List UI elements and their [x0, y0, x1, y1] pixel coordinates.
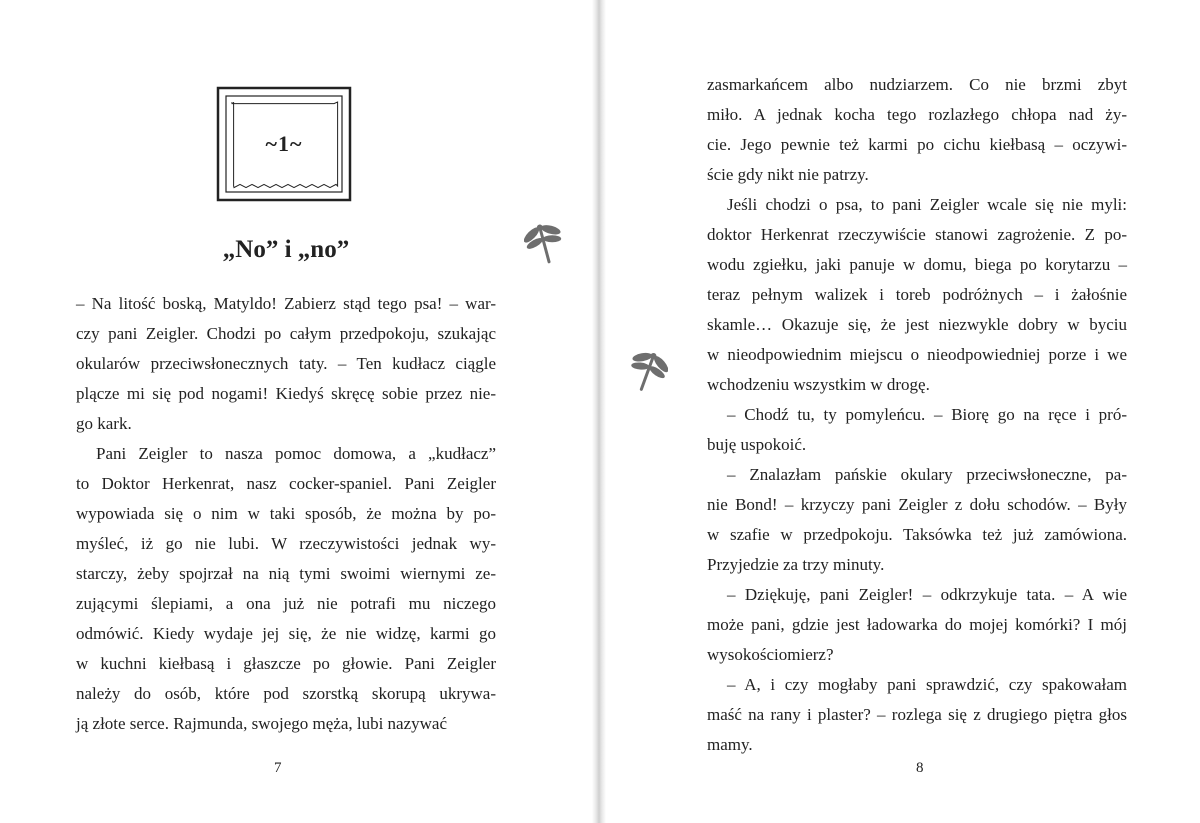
book-gutter — [592, 0, 606, 823]
chapter-number: ~1~ — [265, 131, 303, 156]
text-line: zasmarkańcem albo nudziarzem. Co nie brzmi zbyt — [707, 75, 1127, 94]
text-line: plącze mi się pod nogami! Kiedyś skręcę sobie przez nie- — [76, 384, 496, 403]
text-line: ście gdy nikt nie patrzy. — [707, 165, 869, 184]
text-line: go kark. — [76, 414, 132, 433]
text-line: ją złote serce. Rajmunda, swojego męża, lubi nazywać — [76, 714, 448, 733]
text-line: maść na rany i plaster? – rozlega się z drugiego piętra głos — [707, 705, 1127, 724]
text-line: miło. A jednak kocha tego rozlazłego chłopa nad ży- — [707, 105, 1127, 124]
text-line: – Dziękuję, pani Zeigler! – odkrzykuje tata. – A wie — [727, 585, 1127, 604]
text-line: okularów przeciwsłonecznych taty. – Ten kudłacz ciągle — [76, 354, 496, 373]
text-line: teraz pełnym walizek i toreb podróżnych – i żałośnie — [707, 285, 1127, 304]
text-line: czy pani Zeigler. Chodzi po całym przedpokoju, szukając — [76, 324, 496, 343]
text-line: – A, i czy mogłaby pani sprawdzić, czy spakowałam — [727, 675, 1127, 694]
text-line: skamle… Okazuje się, że jest niezwykle dobry w byciu — [707, 315, 1127, 334]
text-line: może pani, gdzie jest ładowarka do mojej komórki? I mój — [707, 615, 1127, 634]
text-line: w nieodpowiednim miejscu o nieodpowiedniej porze i we — [707, 345, 1127, 364]
text-line: nie Bond! – krzyczy pani Zeigler z dołu schodów. – Były — [707, 495, 1127, 514]
text-line: doktor Herkenrat rzeczywiście stanowi zagrożenie. Z po- — [707, 225, 1127, 244]
text-line: Pani Zeigler to nasza pomoc domowa, a „kudłacz” — [96, 444, 496, 463]
right-page-text — [707, 70, 1127, 760]
text-line: zującymi ślepiami, a ona już nie potrafi mu niczego — [76, 594, 496, 613]
text-line: buję uspokoić. — [707, 435, 807, 454]
left-page-text — [76, 289, 496, 739]
text-line: – Chodź tu, ty pomyleńcu. – Biorę go na ręce i pró- — [727, 405, 1127, 424]
text-line: wypowiada się o nim w taki sposób, że można by po- — [76, 504, 496, 523]
dragonfly-icon — [524, 218, 564, 268]
text-line: cie. Jego pewnie też karmi po cichu kiełbasą – oczywi- — [707, 135, 1127, 154]
text-line: mamy. — [707, 735, 753, 754]
text-line: w szafie w przedpokoju. Taksówka też już zamówiona. — [707, 525, 1127, 544]
text-line: odmówić. Kiedy wydaje jej się, że nie widzę, karmi go — [76, 624, 496, 643]
text-line: starczy, żeby spojrzał na nią tymi swoimi wiernymi ze- — [76, 564, 496, 583]
text-line: myśleć, iż go nie lubi. W rzeczywistości jednak wy- — [76, 534, 496, 553]
text-line: Przyjedzie za trzy minuty. — [707, 555, 885, 574]
text-line: to Doktor Herkenrat, nasz cocker-spaniel. Pani Zeigler — [76, 474, 496, 493]
text-line: wodu zgiełku, jaki panuje w domu, biega po korytarzu – — [707, 255, 1127, 274]
chapter-title: „No” i „no” — [222, 236, 350, 263]
text-line: – Na litość boską, Matyldo! Zabierz stąd tego psa! – war- — [76, 294, 496, 313]
chapter-frame — [216, 86, 352, 202]
text-line: w kuchni kiełbasą i głaszcze po głowie. Pani Zeigler — [76, 654, 496, 673]
text-line: należy do osób, które pod szorstką skorupą ukrywa- — [76, 684, 496, 703]
page-number-left: 7 — [274, 760, 282, 776]
page-number-right: 8 — [916, 760, 924, 776]
text-line: Jeśli chodzi o psa, to pani Zeigler wcale się nie myli: — [727, 195, 1127, 214]
text-line: wysokościomierz? — [707, 645, 834, 664]
text-line: – Znalazłam pańskie okulary przeciwsłoneczne, pa- — [727, 465, 1127, 484]
dragonfly-icon — [628, 346, 668, 396]
text-line: wchodzeniu wszystkim w drogę. — [707, 375, 930, 394]
